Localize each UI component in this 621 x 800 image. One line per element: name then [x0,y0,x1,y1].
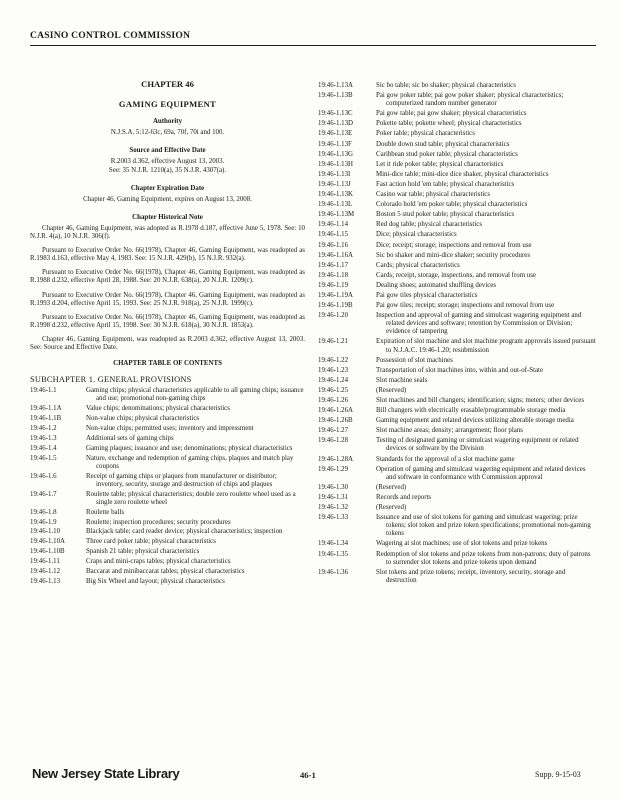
toc-section-number: 19:46-1.19 [318,281,349,289]
toc-section-number: 19:46-1.13C [318,110,353,118]
toc-section-title: Let it ride poker table; physical characteristics [376,160,504,168]
toc-section-title: Slot machines and bill changers; identification; signs; meters; other devices [376,397,585,404]
toc-entry [318,367,596,375]
toc-entry [318,387,596,395]
toc-section-title: Boston 5 stud poker table; physical characteristics [376,211,515,219]
toc-section-number: 19:46-1.13F [318,140,352,148]
toc-entry [318,92,596,108]
toc-section-title: Fast action hold 'em table; physical characteristics [376,180,515,188]
toc-section-title: Pai gow table; pai gow shaker; physical characteristics [376,110,527,118]
toc-entry [30,387,305,403]
toc-section-number: 19:46-1.21 [318,338,349,346]
authority-title: Authority [152,118,183,126]
toc-left-list [30,387,305,586]
toc-entry [30,455,305,471]
toc-section-number: 19:46-1.19B [318,302,353,310]
toc-section-number: 19:46-1.13L [318,201,353,209]
toc-section-number: 19:46-1.10B [30,548,65,556]
toc-section-title: Inspection and approval of gaming and simulcast wagering equipment and related devices and software; retention by Commission or Division; evidence of tampering [376,312,582,336]
toc-section-number: 19:46-1.34 [318,540,349,548]
toc-section-title: Casino war table; physical characteristics [376,191,491,199]
toc-title: CHAPTER TABLE OF CONTENTS [113,360,222,368]
toc-entry [318,551,596,567]
history-paragraph: Pursuant to Executive Order No. 66(1978), Chapter 46, Gaming Equipment, was readopted as R.1998 d.232, effective April 15, 1998. See: 30 N.J.R. 618(a), 30 N.J.R. 1853(a). [30,313,305,329]
toc-entry [318,252,596,260]
toc-section-title: Possession of slot machines [376,356,453,364]
toc-section-title: Cards; physical characteristics [376,261,460,269]
toc-entry [318,262,596,270]
toc-section-number: 19:46-1.9 [30,518,57,526]
toc-section-title: Colorado hold 'em poker table; physical characteristics [376,201,528,209]
toc-section-title: Bill changers with electrically erasable/programmable storage media [376,407,566,415]
toc-entry [318,417,596,425]
toc-section-number: 19:46-1.13B [318,92,353,100]
toc-section-number: 19:46-1.13E [318,130,353,138]
toc-entry [318,407,596,415]
toc-section-title: Dealing shoes; automated shuffling devices [376,281,497,289]
chapter-heading: CHAPTER 46 [141,79,194,89]
toc-section-title: Roulette; inspection procedures; security procedures [86,518,231,526]
toc-section-number: 19:46-1.26B [318,417,353,425]
toc-entry [318,504,596,512]
toc-entry [30,578,305,586]
toc-entry [318,338,596,354]
history-paragraph: Pursuant to Executive Order No. 66(1978), Chapter 46, Gaming Equipment, was readopted as R.1993 d.204, effective April 15, 1993. See: 25 N.J.R. 918(a), 25 N.J.R. 1999(c). [30,291,305,307]
toc-section-number: 19:46-1.26A [318,407,354,415]
toc-section-number: 19:46-1.36 [318,568,349,576]
toc-section-title: Three card poker table; physical characteristics [86,538,216,546]
toc-section-number: 19:46-1.8 [30,508,57,516]
toc-section-number: 19:46-1.10A [30,538,66,546]
toc-section-number: 19:46-1.12 [30,567,61,575]
history-paragraph: Chapter 46, Gaming Equipment, was readopted as R.2003 d.362, effective August 13, 2003. See: Source and Effective Date. [30,335,305,351]
toc-entry [318,151,596,159]
toc-entry [318,201,596,209]
toc-section-number: 19:46-1.20 [318,312,349,320]
toc-entry [318,437,596,453]
toc-section-number: 19:46-1.13 [30,577,61,585]
source-text-2: See: 35 N.J.R. 1210(a), 35 N.J.R. 4307(a). [108,166,227,174]
toc-section-number: 19:46-1.28 [318,437,349,445]
toc-entry [318,282,596,290]
toc-section-number: 19:46-1.7 [30,490,57,498]
toc-section-title: (Reserved) [376,483,407,491]
toc-section-title: Cards; receipt, storage, inspections, and removal from use [376,271,536,279]
toc-entry [30,435,305,443]
running-header: CASINO CONTROL COMMISSION [30,30,191,41]
history-paragraph: Chapter 46, Gaming Equipment, was adopted as R.1978 d.187, effective June 5, 1978. See: 10 N.J.R. 4(a), 10 N.J.R. 306(f). [30,224,305,241]
toc-section-number: 19:46-1.13K [318,191,354,199]
toc-entry [30,528,305,536]
toc-section-title: Slot machine areas; density; arrangement; floor plans [376,427,523,435]
toc-entry [318,397,596,405]
toc-section-number: 19:46-1.33 [318,514,349,522]
toc-section-number: 19:46-1.3 [30,434,57,442]
toc-section-title: Dice; receipt; storage; inspections and removal from use [376,241,532,249]
toc-entry [318,191,596,199]
toc-entry [318,302,596,310]
library-logo: New Jersey State Library [32,766,180,781]
toc-entry [318,494,596,502]
toc-entry [318,171,596,179]
toc-section-title: Nature, exchange and redemption of gaming chips, plaques and match play coupons [86,454,294,470]
left-column [30,78,305,588]
toc-section-title: Craps and mini-craps tables; physical characteristics [86,558,231,566]
toc-entry [318,82,596,90]
toc-section-number: 19:46-1.13M [318,211,355,219]
toc-entry [30,415,305,423]
toc-entry [318,292,596,300]
toc-section-title: Pokette table; pokette wheel; physical characteristics [376,120,522,128]
right-column [318,82,596,587]
toc-entry [30,425,305,433]
toc-section-title: Roulette table; physical characteristics; double zero roulette wheel used as a single zero roulette wheel [86,490,296,506]
toc-section-title: Non-value chips; physical characteristics [86,415,200,423]
toc-section-number: 19:46-1.25 [318,386,349,394]
toc-section-number: 19:46-1.4 [30,444,57,452]
toc-section-number: 19:46-1.6 [30,472,57,480]
toc-section-title: Issuance and use of slot tokens for gaming and simulcast wagering; prize tokens; slot token and prize token specifications; promotional non-gaming tokens [376,514,591,538]
toc-section-number: 19:46-1.10 [30,528,61,536]
toc-section-number: 19:46-1.17 [318,261,349,269]
toc-section-title: Dice; physical characteristics [376,231,457,239]
toc-entry [30,538,305,546]
toc-section-number: 19:46-1.27 [318,427,349,435]
toc-section-number: 19:46-1.1B [30,415,62,423]
toc-entry [30,473,305,489]
toc-entry [318,221,596,229]
toc-section-number: 19:46-1.13J [318,180,351,188]
toc-section-title: Mini-dice table; mini-dice dice shaker, physical characteristics [376,170,549,178]
toc-section-title: Wagering at slot machines; use of slot tokens and prize tokens [376,540,548,548]
toc-section-number: 19:46-1.28A [318,455,354,463]
toc-section-number: 19:46-1.35 [318,550,349,558]
toc-section-number: 19:46-1.23 [318,366,349,374]
expiration-text: Chapter 46, Gaming Equipment, expires on August 13, 2008. [83,195,252,203]
toc-section-number: 19:46-1.5 [30,454,57,462]
toc-section-number: 19:46-1.31 [318,493,349,501]
toc-section-title: Expiration of slot machine and slot machine program approvals issued pursuant to N.J.A.C. 19:46-1.20; resubmission [376,338,596,354]
toc-section-number: 19:46-1.13I [318,170,351,178]
toc-entry [318,514,596,538]
toc-section-number: 19:46-1.13G [318,150,354,158]
toc-entry [30,509,305,517]
toc-section-number: 19:46-1.32 [318,504,349,512]
toc-section-number: 19:46-1.14 [318,221,349,229]
toc-entry [30,568,305,576]
toc-section-title: Roulette balls [86,508,125,516]
toc-section-title: Redemption of slot tokens and prize tokens from non-patrons; duty of patrons to surrender slot tokens and prize tokens upon demand [376,550,591,566]
toc-section-title: Slot tokens and prize tokens; receipt, inventory, security, storage and destruction [376,568,566,584]
source-title: Source and Effective Date [129,147,206,155]
toc-section-title: Baccarat and minibaccarat tables; physical characteristics [86,567,245,575]
toc-entry [318,120,596,128]
toc-section-title: (Reserved) [376,386,407,394]
toc-entry [318,484,596,492]
toc-section-title: Non-value chips; permitted uses; inventory and impressment [86,425,254,433]
toc-section-title: Spanish 21 table; physical characteristics [86,548,200,556]
toc-section-title: Double down stud table; physical characteristics [376,140,510,148]
toc-section-title: Receipt of gaming chips or plaques from manufacturer or distributor; inventory, security, storage and destruction of chips and plaques [86,472,277,488]
toc-entry [318,427,596,435]
toc-section-title: Poker table; physical characteristics [376,130,475,138]
toc-section-title: Red dog table; physical characteristics [376,221,483,229]
toc-entry [318,242,596,250]
subchapter-title: SUBCHAPTER 1. GENERAL PROVISIONS [30,375,192,385]
page-number: 46-1 [300,770,316,780]
chapter-name: GAMING EQUIPMENT [118,99,217,110]
toc-entry [318,569,596,585]
toc-section-title: Sic bo shaker and mini-dice shaker; security procedures [376,251,531,259]
toc-entry [318,161,596,169]
toc-section-number: 19:46-1.13H [318,160,354,168]
toc-entry [318,211,596,219]
toc-section-number: 19:46-1.16 [318,241,349,249]
toc-entry [30,558,305,566]
toc-section-title: Slot machine seals [376,376,428,384]
toc-section-title: Additional sets of gaming chips [86,434,174,442]
toc-section-title: Gaming equipment and related devices utilizing alterable storage media [376,417,574,425]
toc-entry [318,130,596,138]
toc-entry [318,272,596,280]
toc-section-title: Gaming chips; physical characteristics applicable to all gaming chips; issuance and use; promotional non-gaming chips [86,387,304,403]
toc-entry [30,491,305,507]
toc-section-title: Gaming plaques; issuance and use; denominations; physical characteristics [86,444,293,452]
toc-section-number: 19:46-1.15 [318,231,349,239]
toc-section-title: Big Six Wheel and layout; physical characteristics [86,577,225,585]
toc-entry [318,466,596,482]
toc-section-title: Standards for the approval of a slot machine game [376,455,515,463]
toc-section-number: 19:46-1.24 [318,376,349,384]
toc-entry [318,110,596,118]
supplement-date: Supp. 9-15-03 [535,770,581,779]
toc-section-title: Operation of gaming and simulcast wagering equipment and related devices and software in conformance with Commission approval [376,465,586,481]
toc-section-title: Pai gow tiles physical characteristics [376,291,478,299]
toc-section-title: Value chips; denominations; physical characteristics [86,405,230,413]
toc-entry [318,231,596,239]
toc-section-number: 19:46-1.26 [318,397,349,404]
header-rule [30,45,596,46]
history-title: Chapter Historical Note [132,213,203,221]
authority-text: N.J.S.A. 5:12-63c, 69a, 70f, 70i and 100. [110,129,225,137]
toc-section-title: Blackjack table; card reader device; physical characteristics; inspection [86,528,283,536]
toc-right-list [318,82,596,585]
toc-section-number: 19:46-1.13A [318,82,354,89]
toc-entry [318,540,596,548]
source-text-1: R.2003 d.362, effective August 13, 2003. [110,158,225,166]
toc-entry [30,445,305,453]
expiration-title: Chapter Expiration Date [130,184,205,192]
toc-section-number: 19:46-1.19A [318,291,354,299]
toc-section-title: Records and reports [376,493,432,501]
toc-section-title: Sic bo table; sic bo shaker; physical characteristics [376,82,516,89]
toc-section-number: 19:46-1.30 [318,483,349,491]
toc-section-number: 19:46-1.11 [30,558,60,566]
toc-entry [30,519,305,527]
toc-section-title: Pai gow tiles; receipt; storage; inspections and removal from use [376,302,555,310]
toc-section-number: 19:46-1.1A [30,405,62,413]
toc-section-number: 19:46-1.13D [318,120,354,128]
toc-entry [30,548,305,556]
toc-entry [318,357,596,365]
toc-section-number: 19:46-1.18 [318,271,349,279]
toc-entry [318,377,596,385]
toc-entry [318,456,596,464]
toc-entry [318,312,596,336]
toc-section-number: 19:46-1.22 [318,356,349,364]
toc-section-title: Caribbean stud poker table; physical characteristics [376,150,518,158]
history-paragraph: Pursuant to Executive Order No. 66(1978), Chapter 46, Gaming Equipment, was readopted as R.1988 d.232, effective April 28, 1988. See: 20 N.J.R. 638(a), 20 N.J.R. 1209(c). [30,269,305,285]
toc-section-number: 19:46-1.1 [30,387,57,395]
toc-section-title: Testing of designated gaming or simulcast wagering equipment or related devices or software by the Division [376,437,579,453]
toc-section-number: 19:46-1.29 [318,465,349,473]
toc-entry [318,181,596,189]
toc-section-title: (Reserved) [376,504,407,512]
toc-entry [30,405,305,413]
toc-section-number: 19:46-1.2 [30,425,57,433]
toc-section-title: Pai gow poker table; pai gow poker shaker; physical characteristics; computerized random number generator [376,92,564,108]
history-paragraph: Pursuant to Executive Order No. 66(1978), Chapter 46, Gaming Equipment, was readopted as R.1983 d.163, effective May 4, 1983. See: 15 N.J.R. 429(b), 15 N.J.R. 932(a). [30,247,305,263]
history-notes [30,225,305,352]
toc-section-number: 19:46-1.16A [318,251,354,259]
toc-section-title: Transportation of slot machines into, within and out-of-State [376,366,544,374]
toc-entry [318,141,596,149]
